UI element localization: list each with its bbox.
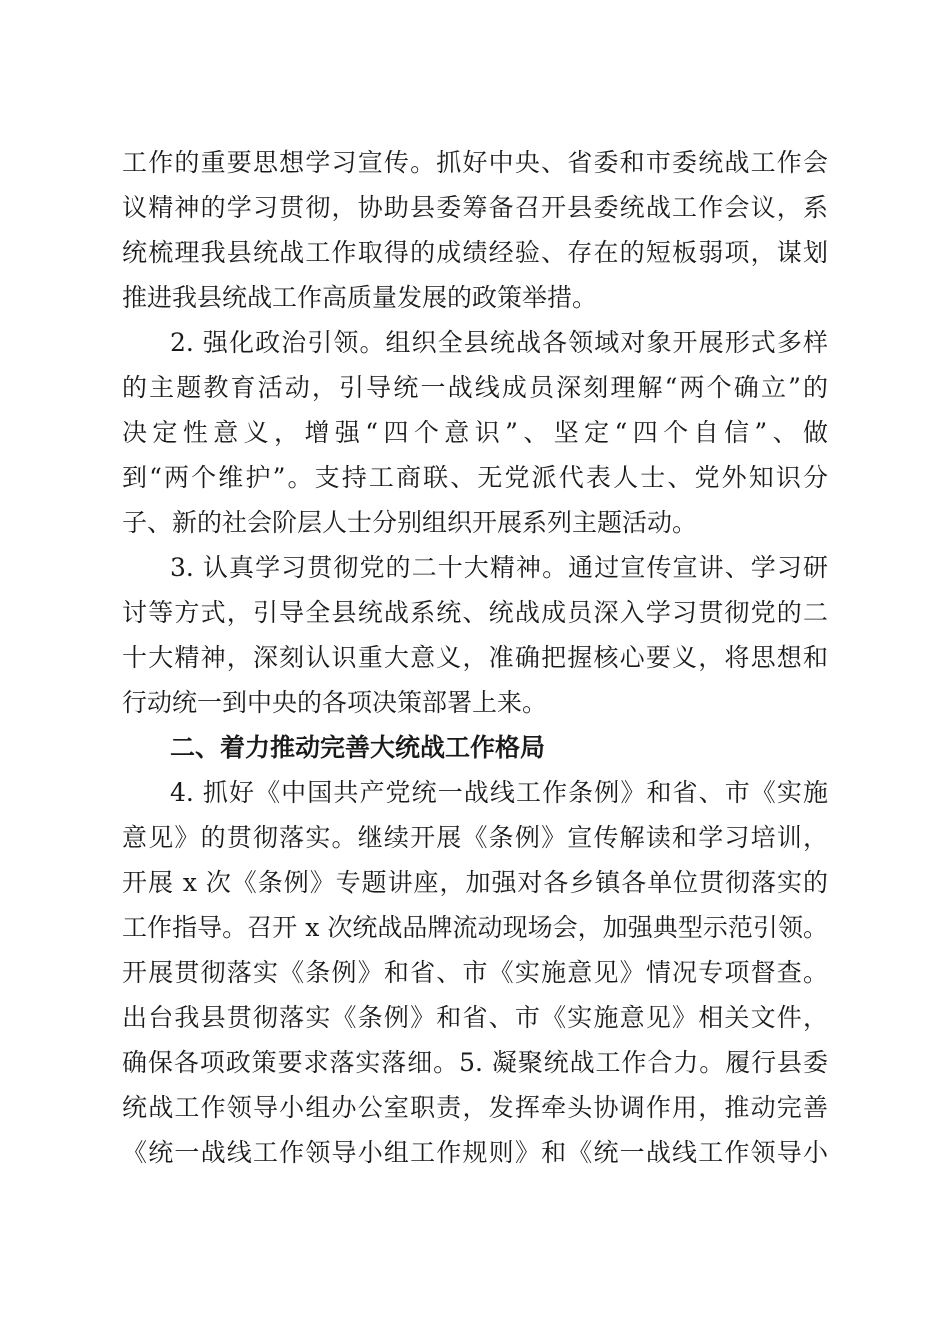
paragraph-line: 出台我县贯彻落实《条例》和省、市《实施意见》相关文件， <box>122 1003 828 1032</box>
paragraph-line: 决定性意义，增强“四个意识”、坚定“四个自信”、做 <box>122 418 828 447</box>
paragraph-line: 议精神的学习贯彻，协助县委筹备召开县委统战工作会议，系 <box>122 193 828 222</box>
paragraph-line: 统梳理我县统战工作取得的成绩经验、存在的短板弱项，谋划 <box>122 238 828 267</box>
paragraph-line: 统战工作领导小组办公室职责，发挥牵头协调作用，推动完善 <box>122 1093 828 1122</box>
paragraph-line: 开展贯彻落实《条例》和省、市《实施意见》情况专项督查。 <box>122 958 828 987</box>
paragraph-line: 工作的重要思想学习宣传。抓好中央、省委和市委统战工作会 <box>122 148 828 177</box>
paragraph-line: 讨等方式，引导全县统战系统、统战成员深入学习贯彻党的二 <box>122 598 828 627</box>
paragraph-line: 4. 抓好《中国共产党统一战线工作条例》和省、市《实施 <box>170 778 828 807</box>
paragraph-line: 工作指导。召开 x 次统战品牌流动现场会，加强典型示范引领。 <box>122 913 828 942</box>
paragraph-line: 行动统一到中央的各项决策部署上来。 <box>122 688 548 717</box>
paragraph-line: 2. 强化政治引领。组织全县统战各领域对象开展形式多样 <box>170 328 828 357</box>
paragraph-line: 子、新的社会阶层人士分别组织开展系列主题活动。 <box>122 508 698 537</box>
paragraph-line: 3. 认真学习贯彻党的二十大精神。通过宣传宣讲、学习研 <box>170 553 828 582</box>
paragraph-line: 推进我县统战工作高质量发展的政策举措。 <box>122 283 598 312</box>
paragraph-line: 意见》的贯彻落实。继续开展《条例》宣传解读和学习培训， <box>122 823 828 852</box>
paragraph-line: 《统一战线工作领导小组工作规则》和《统一战线工作领导小 <box>122 1138 828 1167</box>
paragraph-line: 十大精神，深刻认识重大意义，准确把握核心要义，将思想和 <box>122 643 828 672</box>
paragraph-line: 开展 x 次《条例》专题讲座，加强对各乡镇各单位贯彻落实的 <box>122 868 828 897</box>
paragraph-line: 确保各项政策要求落实落细。5. 凝聚统战工作合力。履行县委 <box>122 1048 828 1077</box>
paragraph-line: 的主题教育活动，引导统一战线成员深刻理解“两个确立”的 <box>122 373 828 402</box>
section-heading: 二、着力推动完善大统战工作格局 <box>170 733 546 762</box>
paragraph-line: 到“两个维护”。支持工商联、无党派代表人士、党外知识分 <box>122 463 828 492</box>
